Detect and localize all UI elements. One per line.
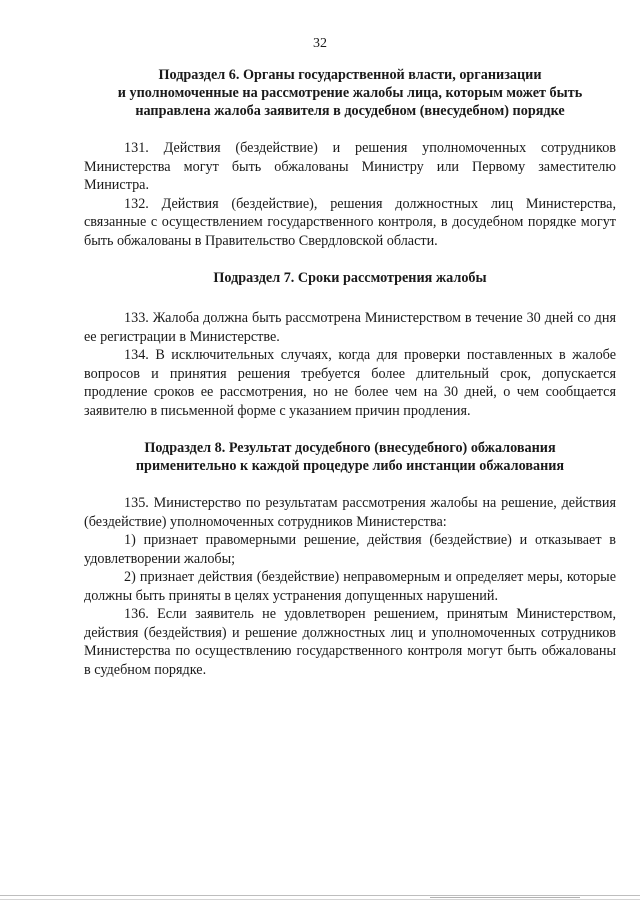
page-number: 32 — [313, 36, 327, 51]
paragraph-136: 136. Если заявитель не удовлетворен решением, принятым Министерством, действия (бездействия) и решение должностных лиц и уполномоченных сотрудников Министерства по осуществлению государственного контроля могут быть обжалованы в судебном порядке. — [84, 606, 616, 678]
paragraph-131: 131. Действия (бездействие) и решения уполномоченных сотрудников Министерства могут быть обжалованы Министру или Первому заместителю Министра. — [84, 140, 616, 193]
section-6-title-line: Подраздел 6. Органы государственной власти, организации — [158, 67, 542, 83]
section-7-title — [84, 269, 616, 287]
section-8-title — [84, 439, 616, 475]
section-8-title-line: Подраздел 8. Результат досудебного (внесудебного) обжалования — [144, 440, 556, 456]
section-7-title-line: Подраздел 7. Сроки рассмотрения жалобы — [213, 270, 487, 286]
scan-artifact-line — [0, 895, 640, 896]
section-6-title-line: и уполномоченные на рассмотрение жалобы лица, которым может быть — [117, 85, 583, 101]
section-6-title — [84, 66, 616, 120]
section-6-title-line: направлена жалоба заявителя в досудебном (внесудебном) порядке — [135, 103, 565, 119]
paragraph-132: 132. Действия (бездействие), решения должностных лиц Министерства, связанные с осуществлением государственного контроля, в досудебном порядке могут быть обжалованы в Правительство Свердловской области. — [84, 195, 616, 249]
scan-artifact-line — [0, 899, 640, 900]
paragraph-135-item-2: 2) признает действия (бездействие) неправомерным и определяет меры, которые должны быть приняты в целях устранения допущенных нарушений. — [84, 569, 616, 604]
section-8-title-line: применительно к каждой процедуре либо инстанции обжалования — [135, 458, 565, 474]
document-body — [84, 66, 616, 679]
paragraph-134: 134. В исключительных случаях, когда для проверки поставленных в жалобе вопросов и принятия решения требуется более длительный срок, допускается продление сроков ее рассмотрения, но не более чем на 30 дней, о чем сообщается заявителю в письменной форме с указанием причин продления. — [84, 347, 616, 419]
paragraph-133: 133. Жалоба должна быть рассмотрена Министерством в течение 30 дней со дня ее регистрации в Министерстве. — [84, 310, 616, 345]
paragraph-135-item-1: 1) признает правомерными решение, действия (бездействие) и отказывает в удовлетворении жалобы; — [84, 532, 616, 567]
paragraph-135: 135. Министерство по результатам рассмотрения жалобы на решение, действия (бездействие) уполномоченных сотрудников Министерства: — [84, 495, 616, 530]
scan-artifact-dash — [430, 897, 580, 898]
